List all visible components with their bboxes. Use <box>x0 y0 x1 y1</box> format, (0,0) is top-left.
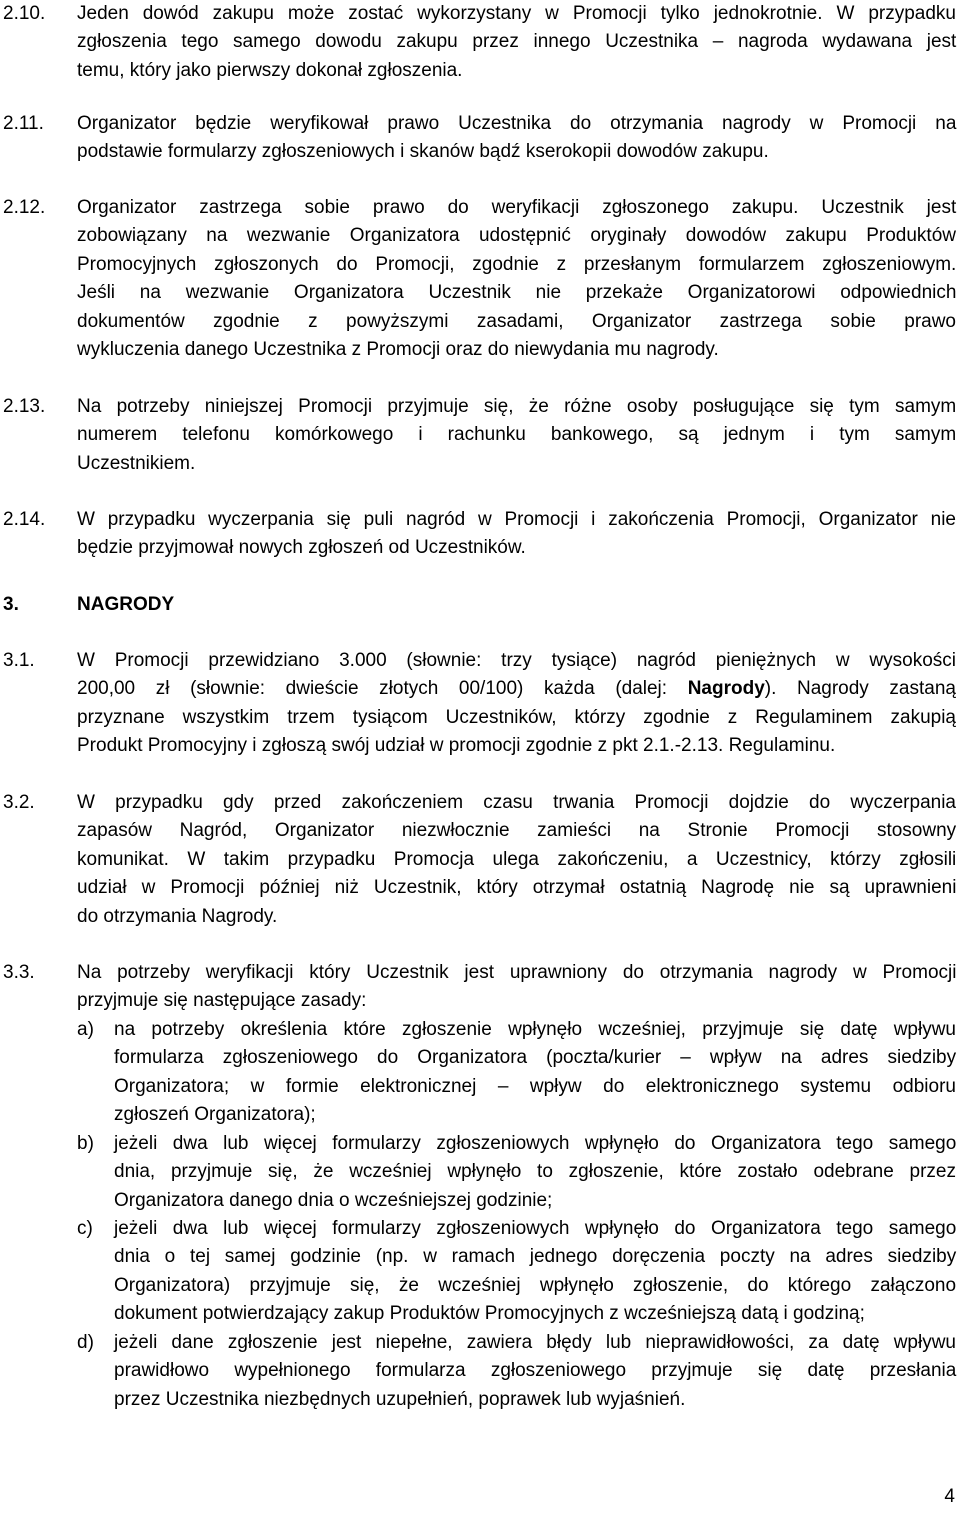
text-fragment: 200,00 zł (słownie: dwieście złotych 00/100) każda (dalej: <box>77 678 688 700</box>
text-line: Organizatora) przyjmuje się, że wcześniej wpłynęło zgłoszenie, do którego załączono <box>114 1274 957 1296</box>
clause-text <box>77 959 956 1016</box>
text-line: jeżeli dane zgłoszenie jest niepełne, zawiera błędy lub nieprawidłowości, za datę wpływu <box>114 1332 956 1353</box>
text-line: jeżeli dwa lub więcej formularzy zgłoszeniowych wpłynęło do Organizatora tego samego <box>114 1218 957 1239</box>
text-line: zgłoszenia tego samego dowodu zakupu przez innego Uczestnika – nagroda wydawana jest <box>77 31 957 53</box>
clause-number: 2.11. <box>3 113 44 134</box>
text-line: Jeden dowód zakupu może zostać wykorzystany w Promocji tylko jednokrotnie. W przypadku <box>77 3 956 24</box>
clause-number: 3.3. <box>3 962 35 983</box>
list-item-text <box>114 1329 956 1414</box>
text-line: dnia o tej samej godzinie (np. w ramach jednego doręczenia poczty na adres siedziby <box>114 1246 957 1268</box>
list-letter: d) <box>77 1332 94 1353</box>
list-letter: c) <box>77 1218 93 1239</box>
clause-text <box>77 110 956 167</box>
text-line: jeżeli dwa lub więcej formularzy zgłoszeniowych wpłynęło do Organizatora tego samego <box>114 1133 957 1154</box>
text-line: zgłoszeń Organizatora); <box>114 1104 316 1126</box>
section-title: NAGRODY <box>77 594 175 615</box>
text-line: prawidłowo wypełnionego formularza zgłoszeniowego przyjmuje się datę przesłania <box>114 1360 957 1382</box>
text-line: przyznane wszystkim trzem tysiącom Uczestników, którzy zgodnie z Regulaminem zakupią <box>77 706 956 728</box>
text-line: W przypadku gdy przed zakończeniem czasu trwania Promocji dojdzie do wyczerpania <box>77 792 956 813</box>
list-letter: b) <box>77 1133 94 1154</box>
clause-text <box>77 647 956 761</box>
list-letter: a) <box>77 1019 94 1040</box>
clause-text <box>77 393 956 478</box>
section-number: 3. <box>3 594 19 615</box>
page-number: 4 <box>944 1486 955 1507</box>
text-line: Organizator zastrzega sobie prawo do weryfikacji zgłoszonego zakupu. Uczestnik jest <box>77 197 957 218</box>
clause-text <box>77 789 956 931</box>
text-line: Produkt Promocyjny i zgłoszą swój udział w promocji zgodnie z pkt 2.1.-2.13. Regulaminu. <box>77 735 836 757</box>
text-line: Organizatora danego dnia o wcześniejszej godzinie; <box>114 1189 553 1211</box>
text-line: komunikat. W takim przypadku Promocja ulega zakończeniu, a Uczestnicy, którzy zgłosili <box>77 848 957 870</box>
text-line: przyjmuje się następujące zasady: <box>77 990 367 1012</box>
text-fragment: ). Nagrody zastaną <box>764 678 956 700</box>
text-line: Promocyjnych zgłoszonych do Promocji, zgodnie z przesłanym formularzem zgłoszeniowym. <box>77 253 957 275</box>
text-line: W Promocji przewidziano 3.000 (słownie: trzy tysiące) nagród pieniężnych w wysokości <box>77 650 956 671</box>
text-line: Organizatora; w formie elektronicznej – wpływ do elektronicznego systemu odbioru <box>114 1075 956 1097</box>
clause-number: 2.10. <box>3 3 46 24</box>
text-line: zapasów Nagród, Organizator niezwłocznie zamieści na Stronie Promocji stosowny <box>77 820 957 842</box>
text-line: Jeśli na wezwanie Organizatora Uczestnik nie przekaże Organizatorowi odpowiednich <box>77 282 957 304</box>
text-line <box>77 675 956 703</box>
list-item-text <box>114 1130 956 1215</box>
list-item-text <box>114 1215 956 1329</box>
text-line: wykluczenia danego Uczestnika z Promocji oraz do niewydania mu nagrody. <box>77 338 719 360</box>
text-line: dnia, przyjmuje się, że wcześniej wpłynęło to zgłoszenie, które zostało odebrane przez <box>114 1161 956 1183</box>
text-line: Organizator będzie weryfikował prawo Uczestnika do otrzymania nagrody w Promocji na <box>77 113 957 134</box>
text-line: formularza zgłoszeniowego do Organizatora (poczta/kurier – wpływ na adres siedziby <box>114 1047 957 1069</box>
clause-number: 2.14. <box>3 509 46 530</box>
clause-number: 2.13. <box>3 396 46 417</box>
text-line: Na potrzeby weryfikacji który Uczestnik jest uprawniony do otrzymania nagrody w Promocji <box>77 962 957 983</box>
text-line: na potrzeby określenia które zgłoszenie wpłynęło wcześniej, przyjmuje się datę wpływu <box>114 1019 956 1040</box>
text-line: dokument potwierdzający zakup Produktów Promocyjnych z wcześniejszą datą i godziną; <box>114 1303 865 1325</box>
text-line: Na potrzeby niniejszej Promocji przyjmuje się, że różne osoby posługujące się tym samym <box>77 396 957 417</box>
text-line: udział w Promocji później niż Uczestnik, który otrzymał ostatnią Nagrodę nie są uprawnieni <box>77 877 957 899</box>
clause-number: 3.2. <box>3 792 35 813</box>
clause-text <box>77 0 956 85</box>
text-line: W przypadku wyczerpania się puli nagród w Promocji i zakończenia Promocji, Organizator nie <box>77 509 956 530</box>
text-line: zobowiązany na wezwanie Organizatora udostępnić oryginały dowodów zakupu Produktów <box>77 225 956 247</box>
clause-text <box>77 194 956 364</box>
defined-term: Nagrody <box>687 678 765 700</box>
text-line: podstawie formularzy zgłoszeniowych i skanów bądź kserokopii dowodów zakupu. <box>77 141 769 163</box>
text-line: przez Uczestnika niezbędnych uzupełnień, poprawek lub wyjaśnień. <box>114 1388 686 1410</box>
clause-text <box>77 506 956 563</box>
text-line: temu, który jako pierwszy dokonał zgłoszenia. <box>77 59 463 81</box>
text-line: numerem telefonu komórkowego i rachunku bankowego, są jednym i tym samym <box>77 424 957 446</box>
clause-number: 3.1. <box>3 650 35 671</box>
text-line: do otrzymania Nagrody. <box>77 905 278 927</box>
text-line: będzie przyjmował nowych zgłoszeń od Uczestników. <box>77 537 526 559</box>
list-item-text <box>114 1016 956 1130</box>
clause-number: 2.12. <box>3 197 46 218</box>
text-line: dokumentów zgodnie z powyższymi zasadami, Organizator zastrzega sobie prawo <box>77 310 956 332</box>
text-line: Uczestnikiem. <box>77 452 196 474</box>
